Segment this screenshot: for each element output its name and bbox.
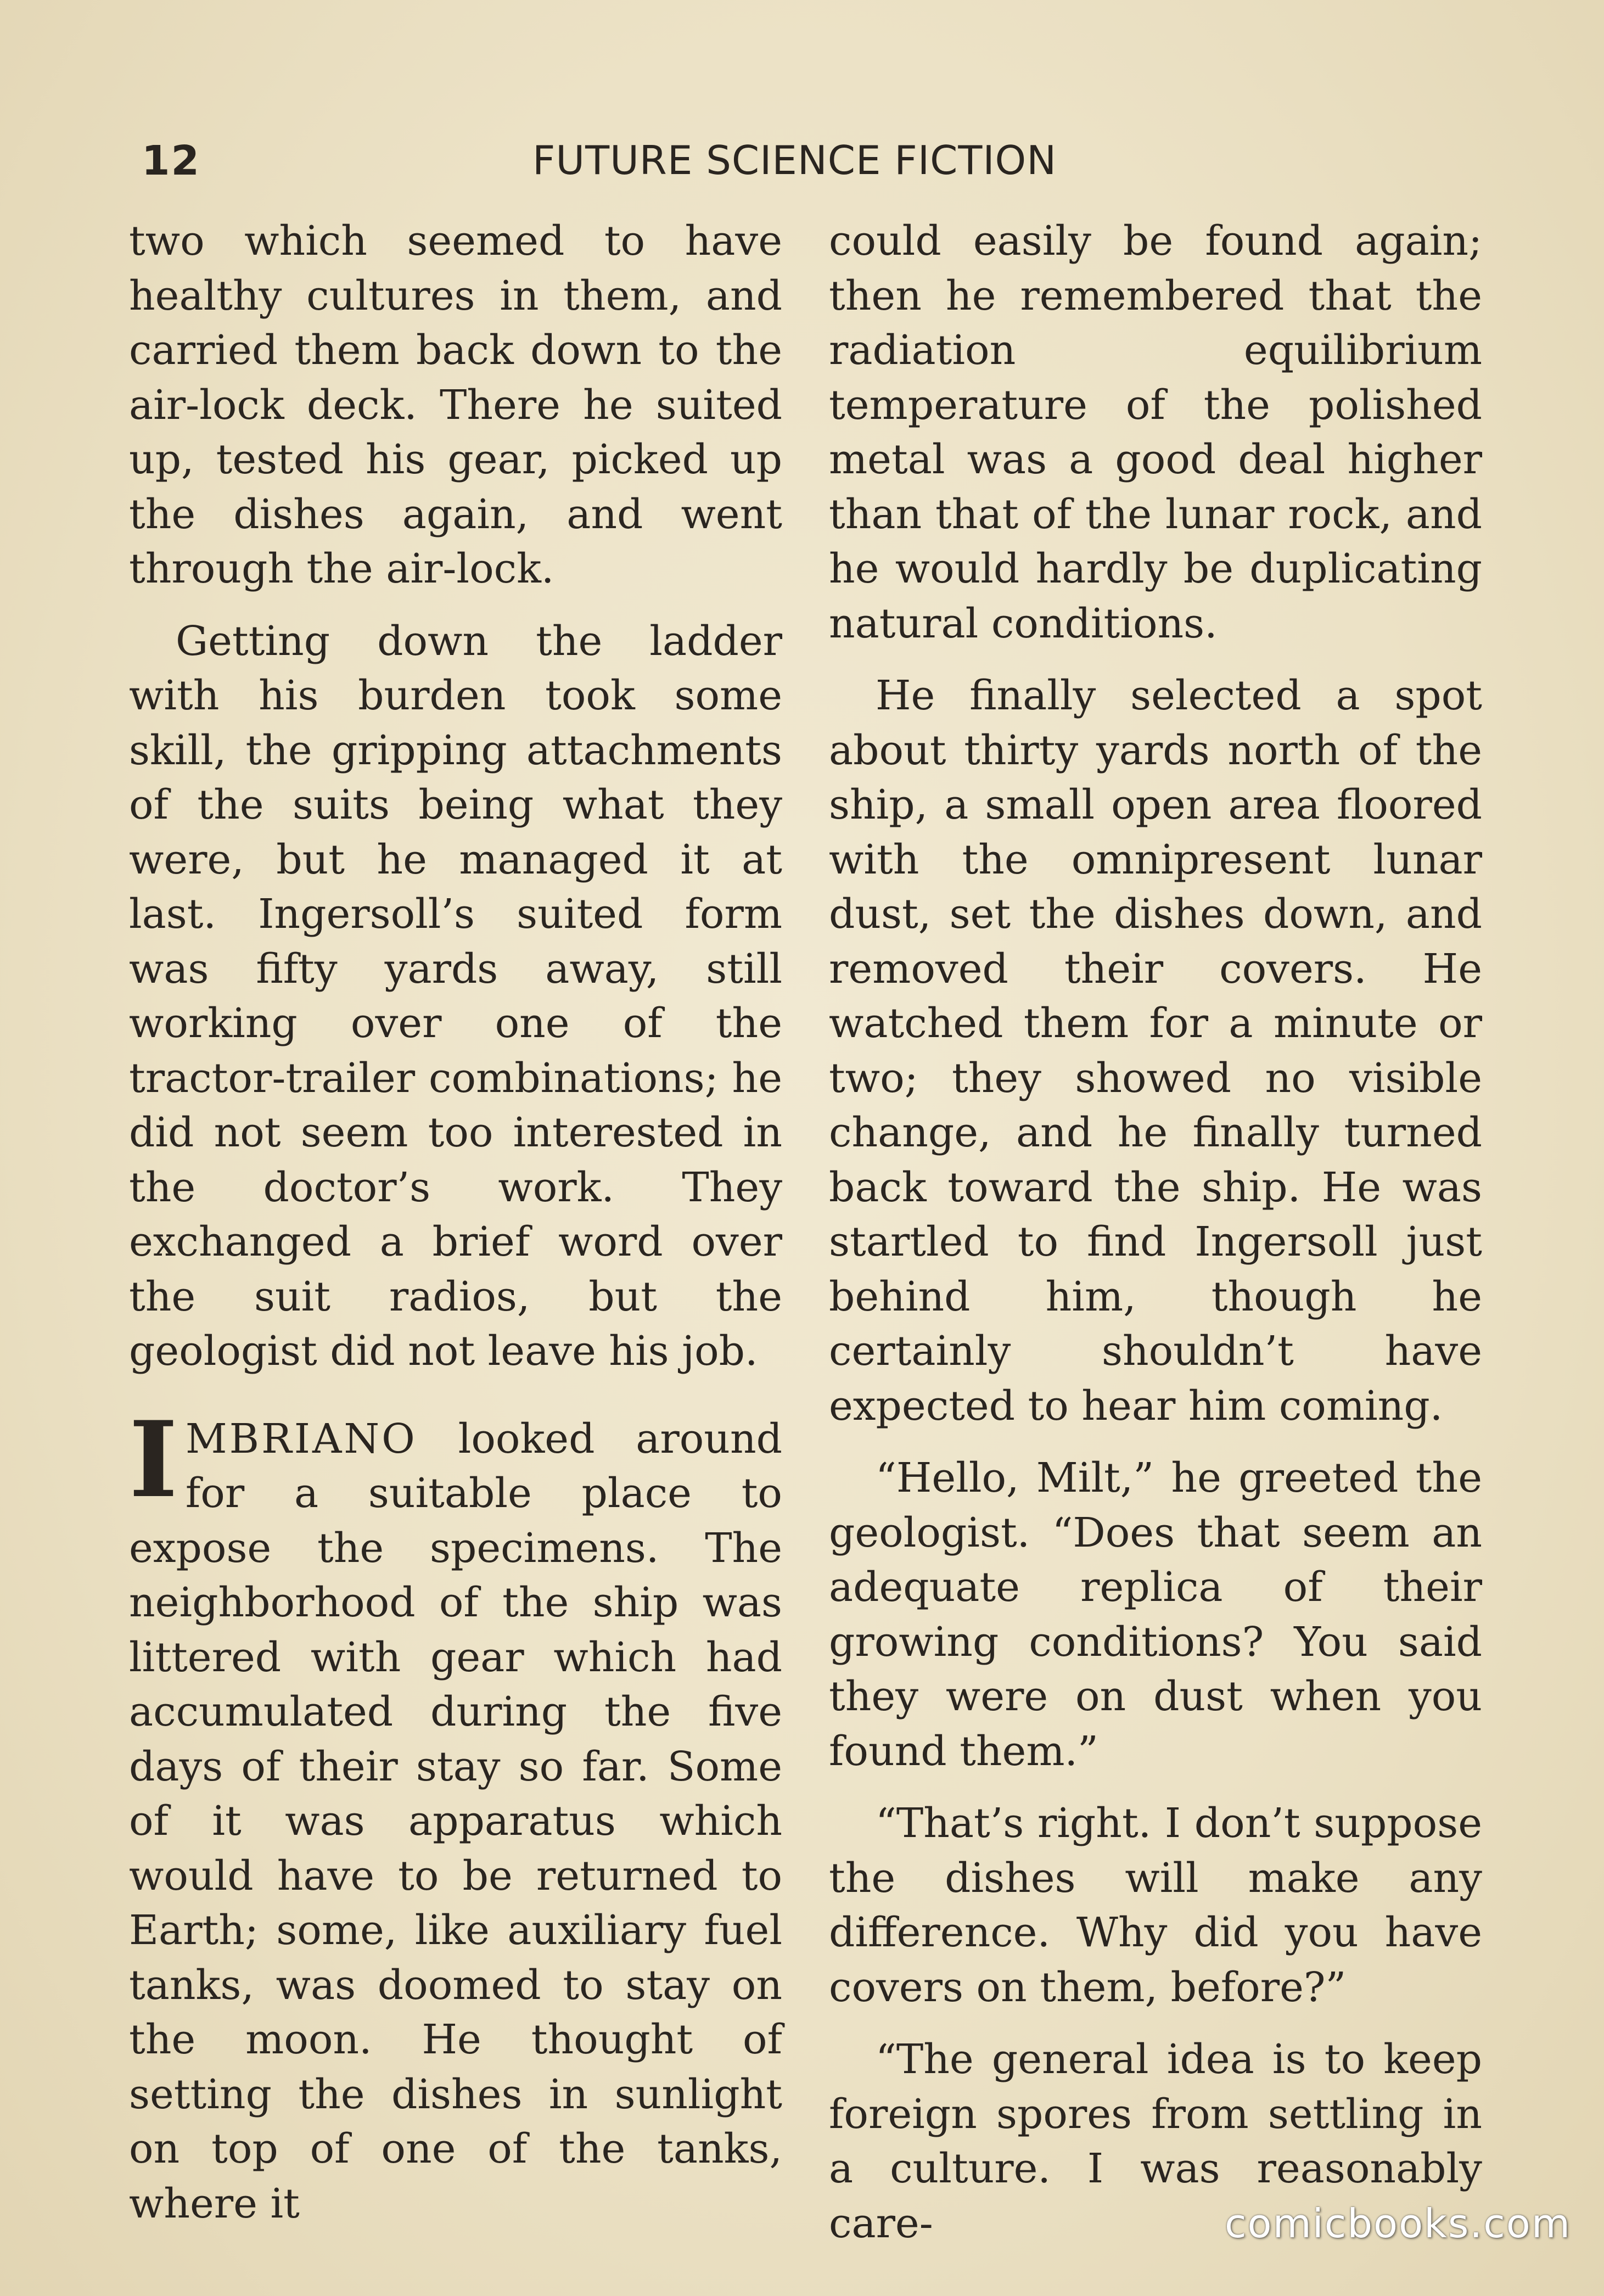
paragraph: “Hello, Milt,” he greeted the geologist. “Does that seem an adequate replica of their growing conditions? You said they were on dust when you found them.” (829, 1454, 1482, 1775)
left-column (129, 214, 782, 2249)
paragraph: “The general idea is to keep foreign spores from settling in a culture. I was reasonably care- (829, 2036, 1482, 2247)
lead-word: MBRIANO (185, 1415, 417, 1463)
running-title: FUTURE SCIENCE FICTION (532, 137, 1057, 183)
paragraph: could easily be found again; then he remembered that the radiation equilibrium temperature of the polished metal was a good deal higher than that of the lunar rock, and he would hardly be duplicating natural conditions. (829, 217, 1482, 647)
paragraph: He finally selected a spot about thirty yards north of the ship, a small open area floored with the omnipresent lunar dust, set the dishes down, and removed their covers. He watched them for a minute or two; they showed no visible change, and he finally turned back toward the ship. He was startled to find Ingersoll just behind him, though he certainly shouldn’t have expected to hear him coming. (829, 672, 1482, 1430)
drop-cap: I (129, 1398, 178, 1521)
page-number: 12 (142, 137, 200, 184)
paragraph-dropcap (129, 1398, 782, 2232)
paragraph: “That’s right. I don’t suppose the dishes will make any difference. Why did you have covers on them, before?” (829, 1800, 1482, 2011)
paragraph-text: looked around for a suitable place to expose the specimens. The neighborhood of the ship was littered with gear which had accumulated during the five days of their stay so far. Some of it was apparatus which would have to be returned to Earth; some, like auxiliary fuel tanks, was doomed to stay on the moon. He thought of setting the dishes in sunlight on top of one of the tanks, where it (129, 1415, 782, 2227)
page-header (0, 137, 1604, 198)
paragraph: Getting down the ladder with his burden took some skill, the gripping attachments of the suits being what they were, but he managed it at last. Ingersoll’s suited form was fifty yards away, still working over one of the tractor-trailer combinations; he did not seem too interested in the doctor’s work. They exchanged a brief word over the suit radios, but the geologist did not leave his job. (129, 617, 782, 1375)
watermark: comicbooks.com (1224, 2200, 1571, 2247)
paragraph: two which seemed to have healthy cultures in them, and carried them back down to the air-lock deck. There he suited up, tested his gear, picked up the dishes again, and went through the air-lock. (129, 217, 782, 592)
right-column (829, 214, 1482, 2269)
